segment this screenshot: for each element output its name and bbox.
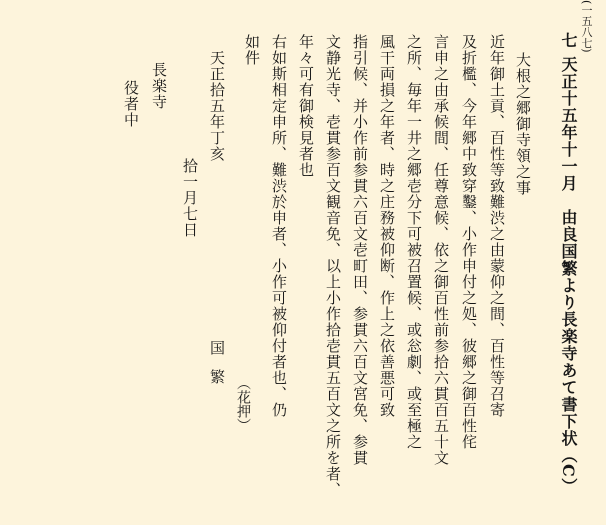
- body-line-6: 指引候、并小作前参貫六百文壱町田、参貫六百文宮免、参貫: [351, 34, 369, 466]
- body-line-7: 文静光寺、壱貫参百文観音免、以上小作拾壱貫五百文之所を者、: [324, 34, 342, 498]
- body-line-5: 風干両損之年者、時之庄務被仰断、作上之依善悪可致: [378, 34, 396, 418]
- recipient-suffix: 役者中: [122, 80, 140, 128]
- body-line-10: 如件: [243, 34, 261, 66]
- document-number: (一五八七): [580, 0, 593, 53]
- body-line-2: 及折檻、今年郷中致穿鑿、小作申付之処、彼郷之御百性侘: [460, 34, 478, 450]
- recipient-name: 長楽寺: [150, 62, 168, 110]
- body-line-1: 近年御土貢、百性等致難渋之由蒙仰之間、百性等召寄: [488, 34, 506, 418]
- body-line-4: 之所、毎年一井之郷壱分下可被召置候、或忩劇、或至極之: [405, 34, 423, 450]
- sender-name: 国繁: [208, 340, 226, 398]
- header-number: 七: [559, 32, 578, 49]
- seal-mark: （花押）: [235, 376, 251, 432]
- subject-line: 大根之郷御寺領之事: [514, 52, 532, 196]
- body-line-8: 年々可有御検見者也: [297, 34, 315, 178]
- date-era: 天正拾五年丁亥: [208, 50, 226, 162]
- date-day: 拾一月七日: [181, 158, 199, 238]
- body-line-3: 言申之由承候間、任尊意候、依之御百性前参拾六貫百五十文: [432, 34, 450, 466]
- document-title: 天正十五年十一月 由良国繁より長楽寺あて書下状（C）: [559, 56, 578, 495]
- body-line-9: 右如斯相定申所、難渋於申者、小作可被仰付者也、仍: [270, 34, 288, 418]
